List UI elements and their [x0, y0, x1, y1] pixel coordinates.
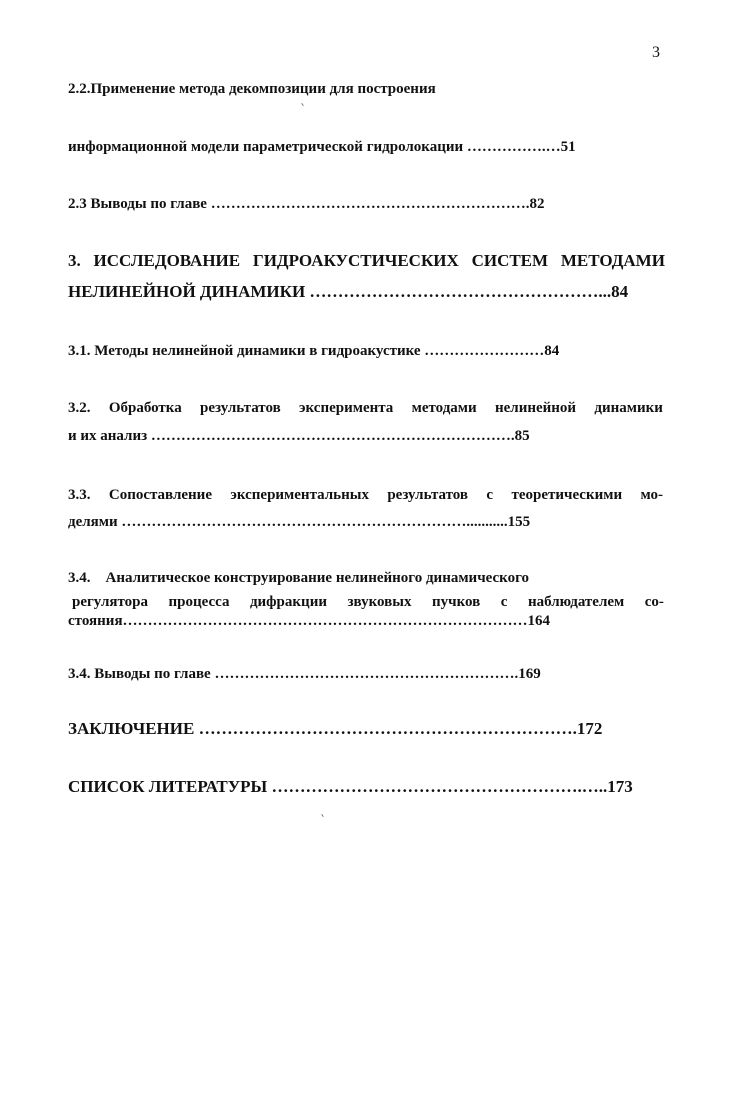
word: теоретическими: [511, 487, 623, 503]
toc-entry-3-4b: 3.4. Выводы по главе …………………………………………………….169: [68, 666, 541, 682]
word: результатов: [387, 487, 469, 503]
word: нелинейной: [494, 400, 577, 416]
word: Сопоставление: [108, 487, 212, 503]
word: результатов: [200, 400, 281, 416]
toc-entry-3-2-line2: и их анализ ……………………………………………………………….85: [68, 428, 530, 444]
word: методами: [411, 400, 477, 416]
toc-conclusion: ЗАКЛЮЧЕНИЕ ………………………………………………………….172: [68, 719, 603, 738]
word: пучков: [431, 594, 481, 610]
word: ИССЛЕДОВАНИЕ: [93, 251, 241, 270]
word: МЕТОДАМИ: [560, 251, 665, 270]
toc-entry-2-3: 2.3 Выводы по главе ……………………………………………………….82: [68, 196, 545, 212]
toc-entry-3-2-line1: [68, 399, 663, 417]
word: 3.2.: [68, 400, 91, 416]
word: экспериментальных: [230, 487, 369, 503]
word: со-: [644, 594, 664, 610]
word: с: [486, 487, 494, 503]
toc-chapter-3-line2: НЕЛИНЕЙНОЙ ДИНАМИКИ ……………………………………………...84: [68, 282, 629, 301]
word: процесса: [168, 594, 230, 610]
toc-entry-3-3-line1: [68, 486, 663, 504]
page-number: 3: [652, 44, 660, 61]
word: СИСТЕМ: [471, 251, 549, 270]
word: дифракции: [249, 594, 327, 610]
word: 3.3.: [68, 487, 91, 503]
toc-entry-2-2-line1: 2.2.Применение метода декомпозиции для построения: [68, 81, 436, 97]
toc-references: СПИСОК ЛИТЕРАТУРЫ ……………………………………………….…..173: [68, 777, 633, 796]
toc-entry-3-4a-line2: [72, 593, 664, 611]
toc-entry-2-2-line2: информационной модели параметрической гидролокации …………….…51: [68, 139, 576, 155]
toc-entry-3-4a-line3: стояния………………………………………………………………………164: [68, 613, 551, 629]
scan-speck: [301, 103, 304, 106]
toc-chapter-3-line1: [68, 252, 665, 270]
word: мо-: [640, 487, 663, 503]
word: регулятора: [72, 594, 148, 610]
toc-entry-3-1: 3.1. Методы нелинейной динамики в гидроакустике ……………………84: [68, 343, 560, 359]
scan-speck: [321, 814, 324, 817]
word: Обработка: [108, 400, 182, 416]
toc-entry-3-4a-line1: 3.4. Аналитическое конструирование нелинейного динамического: [68, 570, 530, 586]
word: ГИДРОАКУСТИЧЕСКИХ: [252, 251, 459, 270]
toc-entry-3-3-line2: делями ……………………………………………………………...........155: [68, 514, 531, 530]
word: звуковых: [347, 594, 412, 610]
word: 3.: [68, 251, 81, 270]
word: наблюдателем: [527, 594, 625, 610]
word: эксперимента: [299, 400, 394, 416]
word: динамики: [594, 400, 663, 416]
word: с: [500, 594, 508, 610]
